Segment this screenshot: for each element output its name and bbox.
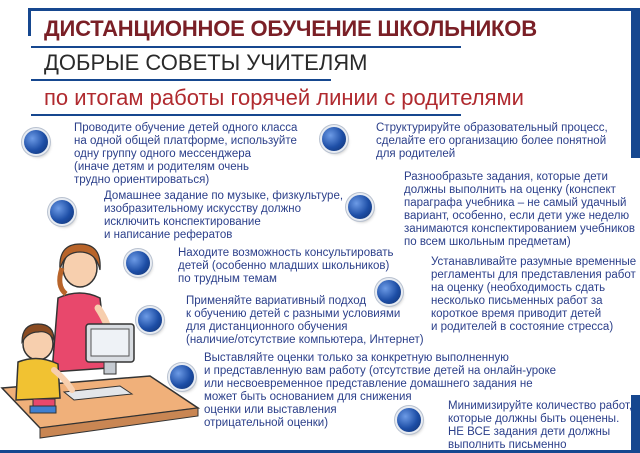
- frame-right: [631, 8, 640, 158]
- frame-top: [28, 8, 640, 11]
- tip-line: для дистанционного обучения: [186, 321, 348, 333]
- divider-subtitle: [31, 79, 331, 81]
- tip-line: изобразительному искусству должно: [104, 203, 302, 215]
- tip-line: занимаются конспектированием учебников: [404, 223, 636, 235]
- tip-line: по трудным темам: [178, 273, 277, 285]
- bullet-icon: [397, 408, 421, 432]
- tip-line: трудно ориентироваться): [74, 174, 210, 186]
- tip-line: оценки или выставления: [204, 404, 337, 416]
- tip-line: Проводите обучение детей одного класса: [74, 122, 298, 134]
- bullet-icon: [348, 195, 372, 219]
- tip-line: или несвоевременное представление домашнего задания не: [204, 378, 533, 390]
- tip-line: и написание рефератов: [104, 229, 233, 241]
- tip-line: Минимизируйте количество работ,: [448, 400, 633, 412]
- tip-line: короткое время приводит детей: [431, 308, 602, 320]
- tip-line: одну группу одного мессенджера: [74, 148, 252, 160]
- tip-line: (наличие/отсутствие компьютера, Интернет): [186, 334, 424, 346]
- tip-text: [376, 122, 608, 161]
- page-tagline: по итогам работы горячей линии с родителями: [44, 85, 524, 110]
- tip-line: Устанавливайте разумные временные: [431, 256, 637, 268]
- frame-bottom-right: [631, 395, 640, 453]
- tip-line: которые должны быть оценены.: [448, 413, 620, 425]
- tip-line: выполнить письменно: [448, 439, 567, 451]
- tip-text: [104, 190, 343, 242]
- tip-line: Домашнее задание по музыке, физкультуре,: [104, 190, 344, 202]
- bullet-icon: [50, 200, 74, 224]
- bullet-icon: [377, 280, 401, 304]
- tip-line: несколько письменных работ за: [431, 295, 603, 307]
- tip-line: (иначе детям и родителям очень: [74, 161, 250, 173]
- divider-tagline: [31, 114, 461, 116]
- tip-text: [178, 247, 394, 286]
- tip-line: для родителей: [376, 148, 456, 160]
- frame-left: [28, 8, 31, 36]
- tip-line: вариант, особенно, если дети уже неделю: [404, 210, 630, 222]
- tip-line: может быть основанием для снижения: [204, 391, 412, 403]
- tip-line: отрицательной оценки): [204, 417, 329, 429]
- tip-line: НЕ ВСЕ задания дети должны: [448, 426, 611, 438]
- tip-text: [74, 122, 297, 187]
- tip-line: на одной общей платформе, используйте: [74, 135, 297, 147]
- bullet-icon: [24, 130, 48, 154]
- tip-line: регламенты для представления работ: [431, 269, 636, 281]
- tip-line: Структурируйте образовательный процесс,: [376, 122, 608, 134]
- tip-line: Находите возможность консультировать: [178, 247, 394, 259]
- tip-line: детей (особенно младших школьников): [178, 260, 390, 272]
- tip-line: на оценку (необходимость сдать: [431, 282, 606, 294]
- tip-line: Разнообразьте задания, которые дети: [404, 171, 608, 183]
- tip-text: [448, 400, 632, 452]
- bullet-icon: [322, 127, 346, 151]
- tip-line: и представленную вам работу (отсутствие детей на онлайн-уроке: [204, 365, 557, 377]
- tip-line: должны выполнить на оценку (конспект: [404, 184, 616, 196]
- page-subtitle: ДОБРЫЕ СОВЕТЫ УЧИТЕЛЯМ: [44, 50, 368, 75]
- tip-line: к обучению детей с разными условиями: [186, 308, 401, 320]
- tip-text: [431, 256, 636, 334]
- page-title: ДИСТАНЦИОННОЕ ОБУЧЕНИЕ ШКОЛЬНИКОВ: [44, 16, 537, 41]
- teacher-student-illustration: [0, 238, 200, 450]
- tip-line: по всем школьным предметам): [404, 236, 571, 248]
- tip-line: и родителей в состояние стресса): [431, 321, 614, 333]
- tip-line: исключить конспектирование: [104, 216, 261, 228]
- divider-title: [31, 46, 461, 48]
- tip-line: сделайте его организацию более понятной: [376, 135, 607, 147]
- tip-line: параграфа учебника – не самый удачный: [404, 197, 627, 209]
- tip-line: Применяйте вариативный подход: [186, 295, 367, 307]
- tip-line: Выставляйте оценки только за конкретную выполненную: [204, 352, 509, 364]
- tip-text: [404, 171, 635, 249]
